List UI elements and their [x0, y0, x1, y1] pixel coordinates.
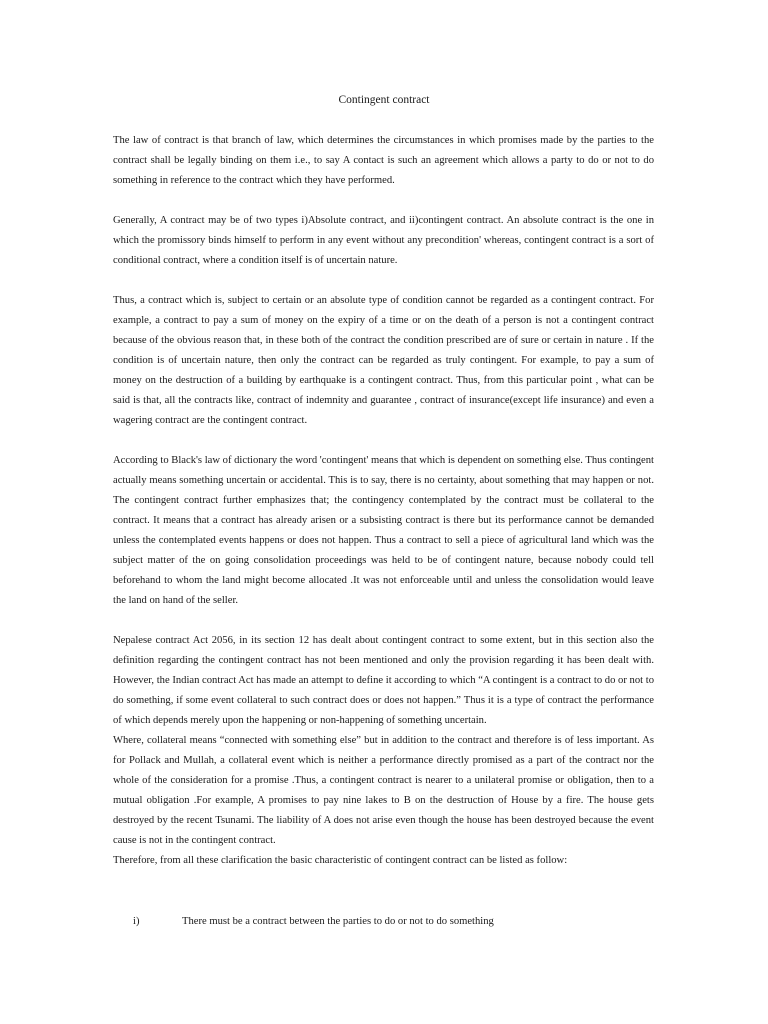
list-item-number: i) — [133, 916, 140, 927]
paragraph-nepalese-act: Nepalese contract Act 2056, in its section 12 has dealt about contingent contract to some extent, but in this section also the definition regarding the contingent contract has not been mentioned and only the provision regarding it has been dealt with. However, the Indian contract Act has made an attempt to define it according to which “A contingent is a contract to do or not to do something, if some event collateral to such contract does or does not happen.” Thus it is a type of contract the performance of which depends merely upon the happening or non-happening of something uncertain. — [113, 635, 654, 726]
document-body — [113, 131, 654, 871]
document-title: Contingent contract — [338, 94, 430, 106]
paragraph-absolute-condition: Thus, a contract which is, subject to certain or an absolute type of condition cannot be regarded as a contingent contract. For example, a contract to pay a sum of money on the expiry of a time or on the death of a person is not a contingent contract because of the obvious reason that, in these both of the contract the condition prescribed are of sure or certain in nature . If the condition is of uncertain nature, then only the contract can be regarded as truly contingent. For example, to pay a sum of money on the destruction of a building by earthquake is a contingent contract. Thus, from this particular point , what can be said is that, all the contracts like, contract of indemnity and guarantee , contract of insurance(except life insurance) and even a wagering contract are the contingent contract. — [113, 295, 654, 426]
list-item-text: There must be a contract between the parties to do or not to do something — [182, 916, 494, 927]
paragraph-blacks-law: According to Black's law of dictionary the word 'contingent' means that which is dependent on something else. Thus contingent actually means something uncertain or accidental. This is to say, there is no certainty, about something that may happen or not. The contingent contract further emphasizes that; the contingency contemplated by the contract must be collateral to the contract. It means that a contract has already arisen or a subsisting contract is there but its performance cannot be demanded unless the contemplated events happens or does not happen. Thus a contract to sell a piece of agricultural land which was the subject matter of the on going consolidation proceedings was held to be of contingent nature, because nobody could tell beforehand to whom the land might become allocated .It was not enforceable until and unless the consolidation would leave the land on hand of the seller. — [113, 455, 654, 606]
list-item — [133, 912, 653, 932]
paragraph-law-of-contract: The law of contract is that branch of law, which determines the circumstances in which promises made by the parties to the contract shall be legally binding on them i.e., to say A contact is such an agreement which allows a party to do or not to do something in reference to the contract which they have performed. — [113, 135, 654, 186]
paragraph-collateral: Where, collateral means “connected with something else” but in addition to the contract and therefore is of less important. As for Pollack and Mullah, a collateral event which is neither a performance directly promised as a part of the contract nor the whole of the consideration for a promise .Thus, a contingent contract is nearer to a unilateral promise or obligation, then to a mutual obligation .For example, A promises to pay nine lakes to B on the destruction of House by a fire. The house gets destroyed by the recent Tsunami. The liability of A does not arise even though the house has been destroyed because the event cause is not in the contingent contract. — [113, 735, 654, 846]
paragraph-characteristics-intro: Therefore, from all these clarification the basic characteristic of contingent contract can be listed as follow: — [113, 855, 568, 866]
paragraph-types-of-contract: Generally, A contract may be of two types i)Absolute contract, and ii)contingent contract. An absolute contract is the one in which the promissory binds himself to perform in any event without any precondition' whereas, contingent contract is a sort of conditional contract, where a condition itself is of uncertain nature. — [113, 215, 654, 266]
